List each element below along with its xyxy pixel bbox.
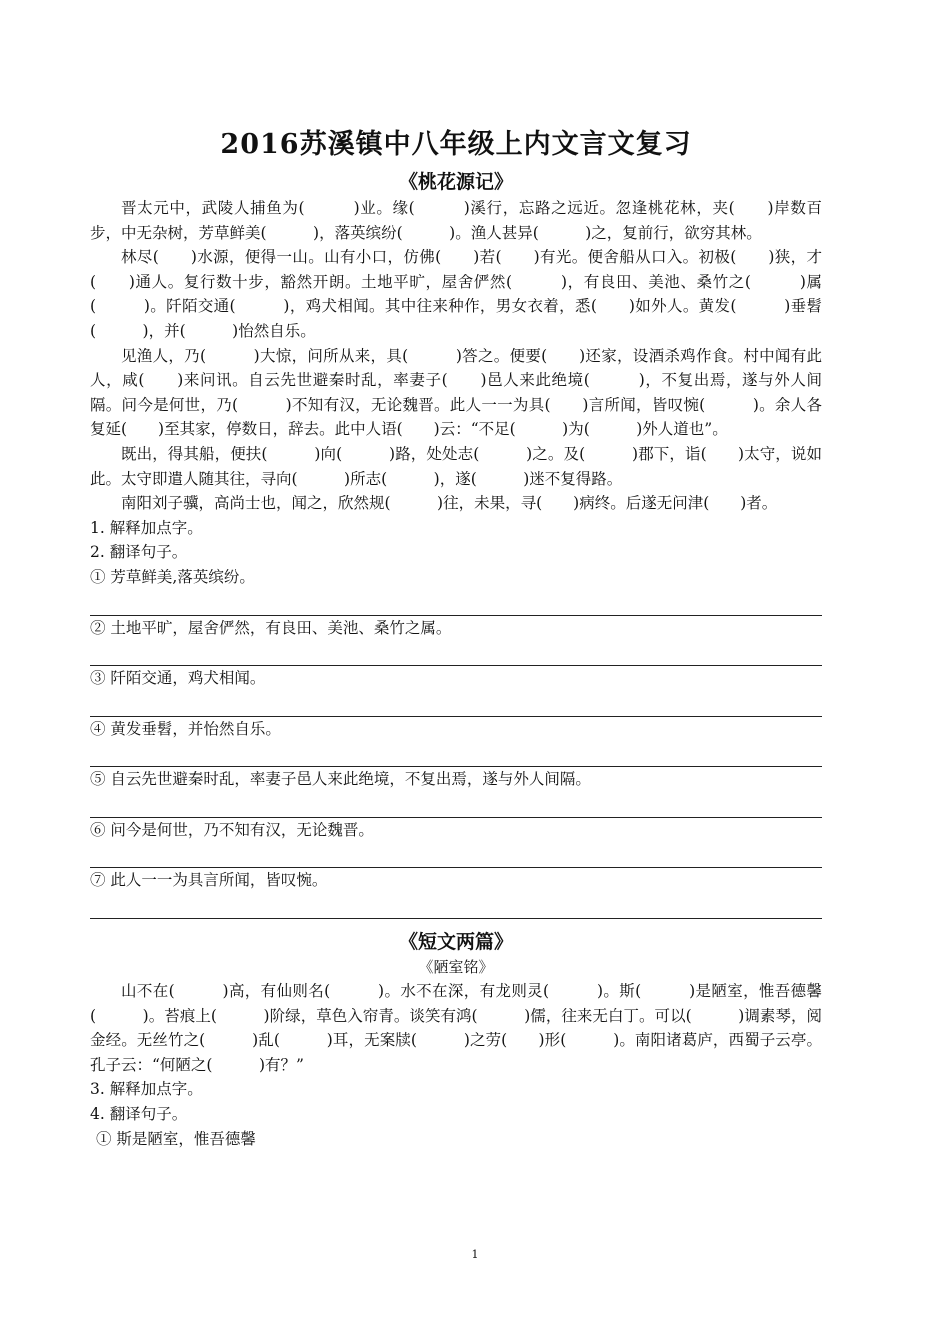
answer-line[interactable] bbox=[90, 842, 822, 868]
answer-line[interactable] bbox=[90, 792, 822, 818]
answer-line[interactable] bbox=[90, 590, 822, 616]
translate-item-3: ③ 阡陌交通，鸡犬相闻。 bbox=[90, 669, 266, 688]
translate-item-4: ④ 黄发垂髫，并怡然自乐。 bbox=[90, 719, 281, 738]
question-2: 2. 翻译句子。 bbox=[90, 543, 188, 562]
translate-item-7: ⑦ 此人一一为具言所闻，皆叹惋。 bbox=[90, 871, 328, 890]
answer-line[interactable] bbox=[90, 893, 822, 919]
translate-item-1: ① 芳草鲜美,落英缤纷。 bbox=[90, 567, 255, 586]
section-title-duanwen: 《短文两篇》 bbox=[398, 931, 513, 954]
page-number: 1 bbox=[471, 1248, 479, 1261]
passage-paragraph-4: 既出，得其船，便扶( )向( )路，处处志( )之。及( )郡下，诣( )太守，说如此。太守即遣人随其往，寻向( )所志( )，遂( )迷不复得路。 bbox=[90, 444, 822, 488]
passage-paragraph-1: 晋太元中，武陵人捕鱼为( )业。缘( )溪行，忘路之远近。忽逢桃花林，夹( )岸数百步，中无杂树，芳草鲜美( )，落英缤纷( )。渔人甚异( )之，复前行，欲穷其林。 bbox=[90, 199, 822, 242]
section-title-taohuayuanji: 《桃花源记》 bbox=[398, 171, 513, 193]
answer-line[interactable] bbox=[90, 640, 822, 666]
translate-item-6: ⑥ 问今是何世，乃不知有汉，无论魏晋。 bbox=[90, 820, 374, 839]
question-4: 4. 翻译句子。 bbox=[90, 1105, 188, 1124]
passage-paragraph-3: 见渔人，乃( )大惊，问所从来，具( )答之。便要( )还家，设酒杀鸡作食。村中闻有此人，咸( )来问讯。自云先世避秦时乱，率妻子( )邑人来此绝境( )，不复出焉，遂与外人间隔。问今是何世，乃( )不知有汉，无论魏晋。此人一一为具( )言所闻，皆叹惋( )。余人各复延( )至其家，停数日，辞去。此中人语( )云：“不足( )为( )外人道也”。 bbox=[90, 346, 822, 439]
answer-line[interactable] bbox=[90, 691, 822, 717]
section-subtitle-loushiming: 《陋室铭》 bbox=[418, 958, 494, 977]
answer-line[interactable] bbox=[90, 741, 822, 767]
passage-paragraph-5: 南阳刘子骥，高尚士也，闻之，欣然规( )往，未果，寻( )病终。后遂无问津( )者。 bbox=[121, 494, 778, 513]
passage-paragraph-2: 林尽( )水源，便得一山。山有小口，仿佛( )若( )有光。便舍船从口入。初极( )狭，才( )通人。复行数十步，豁然开朗。土地平旷，屋舍俨然( )，有良田、美池、桑竹之( )属( )。阡陌交通( )，鸡犬相闻。其中往来种作，男女衣着，悉( )如外人。黄发( )垂髫( )，并( )怡然自乐。 bbox=[90, 248, 822, 340]
passage-paragraph-loushiming: 山不在( )高，有仙则名( )。水不在深，有龙则灵( )。斯( )是陋室，惟吾德馨( )。苔痕上( )阶绿，草色入帘青。谈笑有鸿( )儒，往来无白丁。可以( )调素琴，阅金经。无丝竹之( )乱( )耳，无案牍( )之劳( )形( )。南阳诸葛庐，西蜀子云亭。孔子云：“何陋之( )有？” bbox=[90, 982, 822, 1074]
translate-item-loushiming-1: ① 斯是陋室，惟吾德馨 bbox=[96, 1129, 256, 1148]
question-1: 1. 解释加点字。 bbox=[90, 518, 203, 537]
translate-item-5: ⑤ 自云先世避秦时乱，率妻子邑人来此绝境，不复出焉，遂与外人间隔。 bbox=[90, 770, 591, 789]
question-3: 3. 解释加点字。 bbox=[90, 1080, 203, 1099]
document-title: 2016苏溪镇中八年级上内文言文复习 bbox=[220, 129, 692, 160]
translate-item-2: ② 土地平旷，屋舍俨然，有良田、美池、桑竹之属。 bbox=[90, 618, 452, 637]
